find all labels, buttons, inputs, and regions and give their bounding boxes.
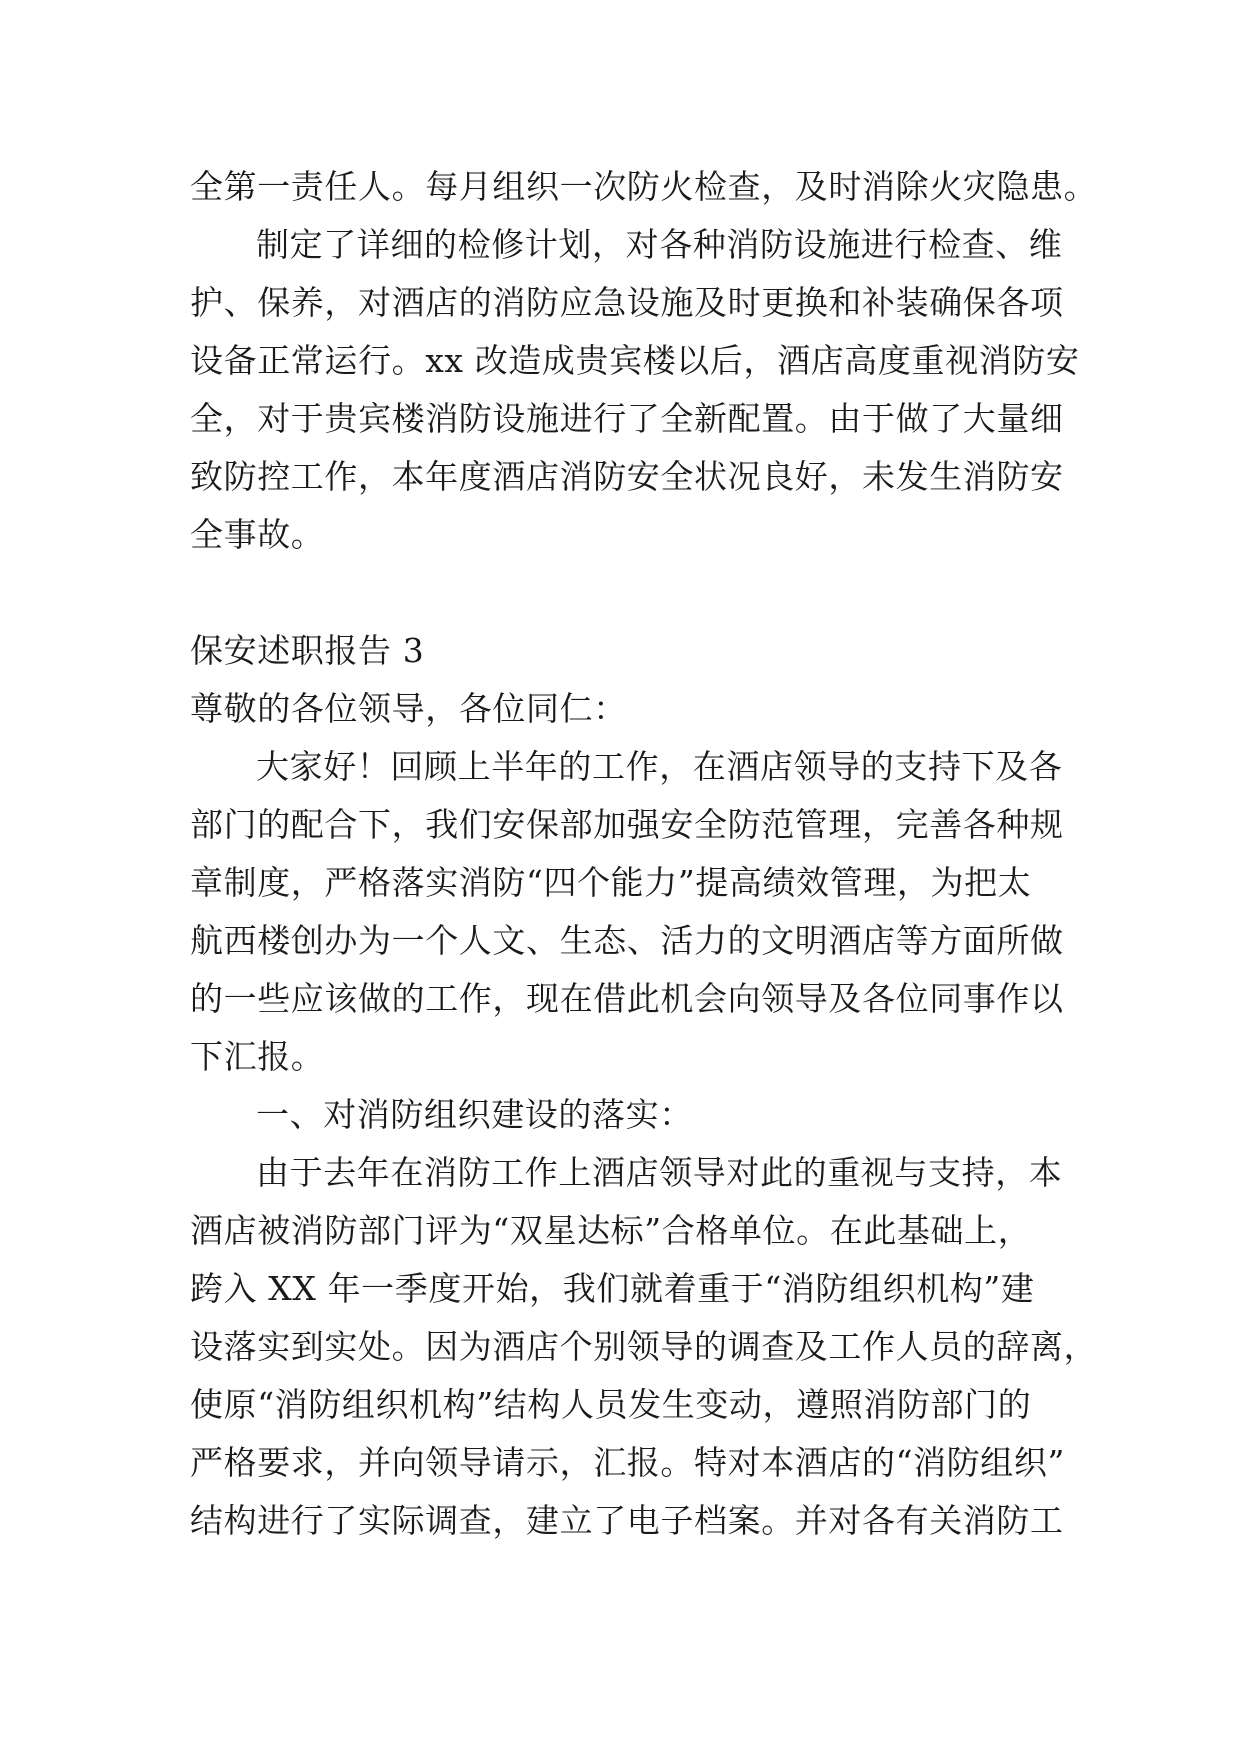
text-line: 全，对于贵宾楼消防设施进行了全新配置。由于做了大量细 — [190, 399, 1064, 438]
paragraph-first-line: 由于去年在消防工作上酒店领导对此的重视与支持，本 — [256, 1153, 1063, 1192]
text-line: 酒店被消防部门评为“双星达标”合格单位。在此基础上， — [190, 1211, 1032, 1250]
text-line: 全第一责任人。每月组织一次防火检查，及时消除火灾隐患。 — [190, 167, 1098, 206]
document-body — [190, 158, 1098, 1550]
text-line: 使原“消防组织机构”结构人员发生变动，遵照消防部门的 — [190, 1385, 1032, 1424]
text-line: 航西楼创办为一个人文、生态、活力的文明酒店等方面所做 — [190, 921, 1064, 960]
salutation: 尊敬的各位领导，各位同仁： — [190, 689, 627, 728]
text-line: 设落实到实处。因为酒店个别领导的调查及工作人员的辞离， — [190, 1327, 1098, 1366]
section-heading: 保安述职报告 3 — [190, 631, 425, 670]
text-line: 严格要求，并向领导请示，汇报。特对本酒店的“消防组织” — [190, 1443, 1065, 1482]
text-line: 部门的配合下，我们安保部加强安全防范管理，完善各种规 — [190, 805, 1064, 844]
text-line: 下汇报。 — [190, 1037, 325, 1076]
subheading: 一、对消防组织建设的落实： — [256, 1095, 693, 1134]
text-line: 设备正常运行。xx 改造成贵宾楼以后，酒店高度重视消防安 — [190, 341, 1080, 380]
text-line: 跨入 XX 年一季度开始，我们就着重于“消防组织机构”建 — [190, 1269, 1035, 1308]
text-line: 的一些应该做的工作，现在借此机会向领导及各位同事作以 — [190, 979, 1064, 1018]
text-line: 结构进行了实际调查，建立了电子档案。并对各有关消防工 — [190, 1501, 1064, 1540]
text-line: 章制度，严格落实消防“四个能力”提高绩效管理，为把太 — [190, 863, 1032, 902]
paragraph-first-line: 制定了详细的检修计划，对各种消防设施进行检查、维 — [256, 225, 1063, 264]
paragraph-first-line: 大家好！回顾上半年的工作，在酒店领导的支持下及各 — [256, 747, 1063, 786]
text-line: 全事故。 — [190, 515, 325, 554]
text-line: 致防控工作，本年度酒店消防安全状况良好，未发生消防安 — [190, 457, 1064, 496]
blank-line — [190, 564, 1050, 622]
text-line: 护、保养，对酒店的消防应急设施及时更换和补装确保各项 — [190, 283, 1064, 322]
